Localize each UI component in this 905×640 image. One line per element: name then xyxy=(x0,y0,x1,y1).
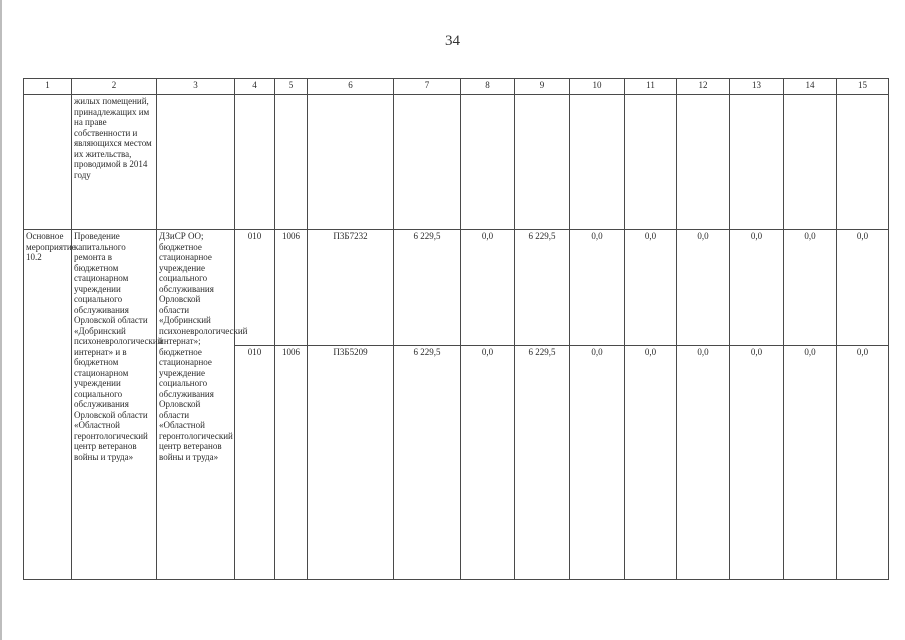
cell-value: 6 229,5 xyxy=(394,346,461,580)
table-cell xyxy=(308,95,394,230)
cell-value: 6 229,5 xyxy=(515,346,570,580)
cell-value: 0,0 xyxy=(570,230,625,346)
column-header: 4 xyxy=(235,79,275,95)
cell-csr: П3Б5209 xyxy=(308,346,394,580)
table-cell xyxy=(24,95,72,230)
column-header: 2 xyxy=(72,79,157,95)
table-header-row xyxy=(24,79,889,95)
cell-value: 0,0 xyxy=(730,346,784,580)
column-header: 5 xyxy=(275,79,308,95)
continuation-text: жилых помещений, принадлежащих им на праве собственности и являющихся местом их жительства, проводимой в 2014 году xyxy=(72,95,157,230)
column-header: 8 xyxy=(461,79,515,95)
scan-edge xyxy=(0,0,2,640)
column-header: 3 xyxy=(157,79,235,95)
table-row xyxy=(24,230,889,346)
table-cell xyxy=(461,95,515,230)
table-cell xyxy=(157,95,235,230)
cell-rzpr: 1006 xyxy=(275,346,308,580)
column-header: 11 xyxy=(625,79,677,95)
measure-name: Основное мероприятие 10.2 xyxy=(24,230,72,580)
cell-value: 0,0 xyxy=(461,230,515,346)
cell-value: 0,0 xyxy=(837,230,889,346)
cell-value: 0,0 xyxy=(677,346,730,580)
table-cell xyxy=(394,95,461,230)
continuation-row xyxy=(24,95,889,230)
table-cell xyxy=(570,95,625,230)
column-header: 9 xyxy=(515,79,570,95)
cell-value: 6 229,5 xyxy=(515,230,570,346)
measure-description: Проведение капитального ремонта в бюджетном стационарном учреждении социального обслуживания Орловской области «Добринский психоневрологический интернат» и в бюджетном стационарном учреждении социального обслуживания Орловской области «Областной геронтологический центр ветеранов войны и труда» xyxy=(72,230,157,580)
table-cell xyxy=(730,95,784,230)
table-cell xyxy=(275,95,308,230)
table-cell xyxy=(625,95,677,230)
cell-value: 0,0 xyxy=(730,230,784,346)
column-header: 7 xyxy=(394,79,461,95)
cell-grbs: 010 xyxy=(235,230,275,346)
column-header: 6 xyxy=(308,79,394,95)
column-header: 1 xyxy=(24,79,72,95)
page-number: 34 xyxy=(445,33,460,49)
cell-value: 0,0 xyxy=(461,346,515,580)
measure-executor: ДЗиСР ОО; бюджетное стационарное учреждение социального обслуживания Орловской области «Добринский психоневрологический интернат»; бюджетное стационарное учреждение социального обслуживания Орловской области «Областной геронтологический центр ветеранов войны и труда» xyxy=(157,230,235,580)
cell-grbs: 010 xyxy=(235,346,275,580)
cell-csr: П3Б7232 xyxy=(308,230,394,346)
cell-value: 0,0 xyxy=(625,346,677,580)
table-cell xyxy=(677,95,730,230)
cell-value: 0,0 xyxy=(784,230,837,346)
column-header: 13 xyxy=(730,79,784,95)
column-header: 10 xyxy=(570,79,625,95)
cell-value: 0,0 xyxy=(837,346,889,580)
column-header: 12 xyxy=(677,79,730,95)
cell-value: 0,0 xyxy=(570,346,625,580)
cell-value: 0,0 xyxy=(677,230,730,346)
cell-value: 0,0 xyxy=(625,230,677,346)
cell-value: 6 229,5 xyxy=(394,230,461,346)
cell-value: 0,0 xyxy=(784,346,837,580)
cell-rzpr: 1006 xyxy=(275,230,308,346)
column-header: 15 xyxy=(837,79,889,95)
table-cell xyxy=(235,95,275,230)
table-cell xyxy=(784,95,837,230)
column-header: 14 xyxy=(784,79,837,95)
table-cell xyxy=(515,95,570,230)
table-cell xyxy=(837,95,889,230)
budget-table xyxy=(23,78,889,580)
